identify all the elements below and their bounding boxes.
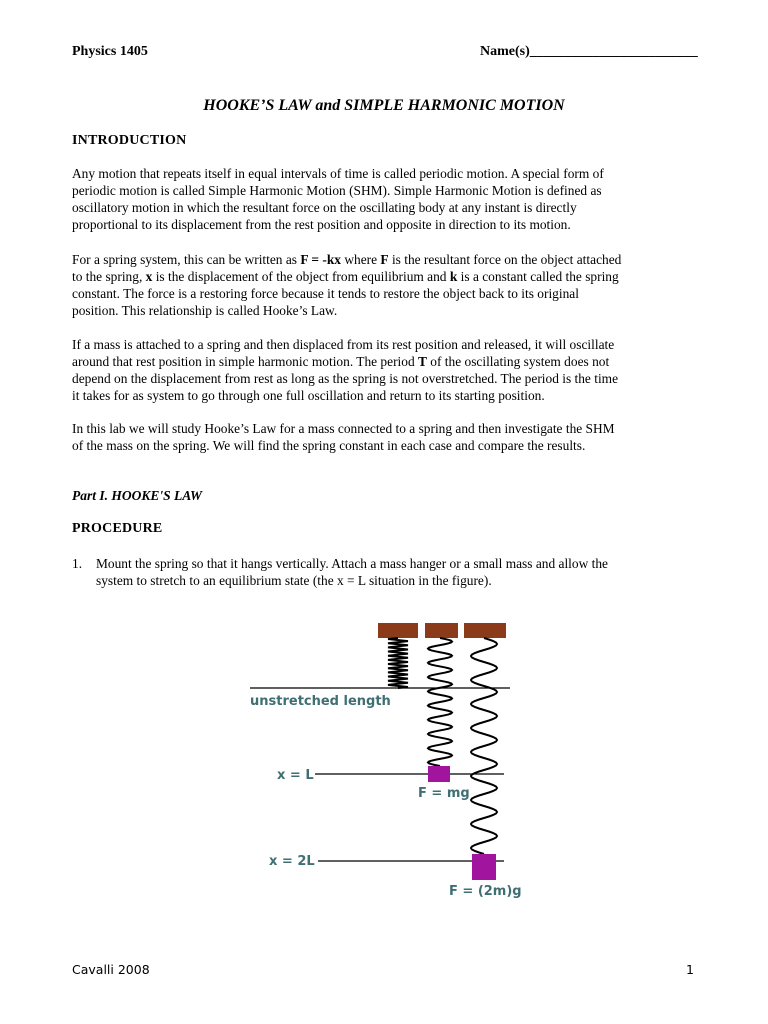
- intro-paragraph-4: [72, 420, 697, 454]
- intro-paragraph-1: [72, 165, 697, 233]
- text-line: proportional to its displacement from the rest position and opposite in direction to its motion.: [72, 217, 571, 232]
- spring-stretched-2L: [471, 638, 497, 854]
- spring-mount-2: [425, 623, 458, 638]
- text-line: system to stretch to an equilibrium state (the x = L situation in the figure).: [96, 573, 492, 588]
- text-line: oscillatory motion in which the resultant force on the oscillating body at any instant is directly: [72, 200, 577, 215]
- text-line: around that rest position in simple harmonic motion. The period T of the oscillating system does not: [72, 354, 610, 369]
- label-x-equals-L: x = L: [277, 768, 314, 783]
- document-title: HOOKE’S LAW and SIMPLE HARMONIC MOTION: [203, 97, 565, 114]
- text-line: constant. The force is a restoring force because it tends to restore the object back to its original: [72, 286, 579, 301]
- mass-2m: [472, 854, 496, 880]
- mass-m: [428, 766, 450, 782]
- label-F-equals-mg: F = mg: [418, 786, 470, 801]
- spring-unstretched: [388, 638, 408, 688]
- step-number: 1.: [72, 556, 83, 571]
- page-number: 1: [686, 962, 694, 977]
- step-text: [96, 555, 696, 589]
- name-blank: ________________________: [529, 44, 698, 59]
- label-unstretched-length: unstretched length: [250, 694, 391, 709]
- text-line: In this lab we will study Hooke’s Law for a mass connected to a spring and then investigate the SHM: [72, 421, 615, 436]
- text-line: depend on the displacement from rest as long as the spring is not overstretched. The period is the time: [72, 371, 619, 386]
- text-line: If a mass is attached to a spring and then displaced from its rest position and released, it will oscillate: [72, 337, 615, 352]
- text-line: of the mass on the spring. We will find the spring constant in each case and compare the results.: [72, 438, 586, 453]
- introduction-heading: INTRODUCTION: [72, 133, 187, 148]
- footer-author: Cavalli 2008: [72, 962, 150, 977]
- procedure-heading: PROCEDURE: [72, 521, 163, 536]
- text-line: Any motion that repeats itself in equal intervals of time is called periodic motion. A special form of: [72, 166, 604, 181]
- spring-mount-3: [464, 623, 506, 638]
- course-label: Physics 1405: [72, 44, 148, 59]
- text-line: it takes for as system to go through one full oscillation and return to its starting position.: [72, 388, 545, 403]
- text-line: position. This relationship is called Hooke’s Law.: [72, 303, 338, 318]
- intro-paragraph-2: [72, 251, 697, 319]
- spring-stretched-L: [428, 638, 452, 766]
- label-x-equals-2L: x = 2L: [269, 854, 315, 869]
- name-label: Name(s): [480, 44, 530, 59]
- name-field: [480, 44, 698, 60]
- text-line: Mount the spring so that it hangs vertically. Attach a mass hanger or a small mass and allow the: [96, 556, 608, 571]
- label-F-equals-2mg: F = (2m)g: [449, 884, 522, 899]
- part-1-heading: Part I. HOOKE'S LAW: [72, 488, 203, 503]
- hookes-law-equation: F = -kx: [300, 252, 341, 267]
- intro-paragraph-3: [72, 336, 697, 404]
- spring-mount-1: [378, 623, 418, 638]
- text-line: to the spring, x is the displacement of the object from equilibrium and k is a constant called the spring: [72, 269, 619, 284]
- hookes-law-figure: [240, 615, 530, 900]
- text-line: For a spring system, this can be written as F = -kx where F is the resultant force on the object attached: [72, 252, 622, 267]
- text-line: periodic motion is called Simple Harmonic Motion (SHM). Simple Harmonic Motion is defined as: [72, 183, 602, 198]
